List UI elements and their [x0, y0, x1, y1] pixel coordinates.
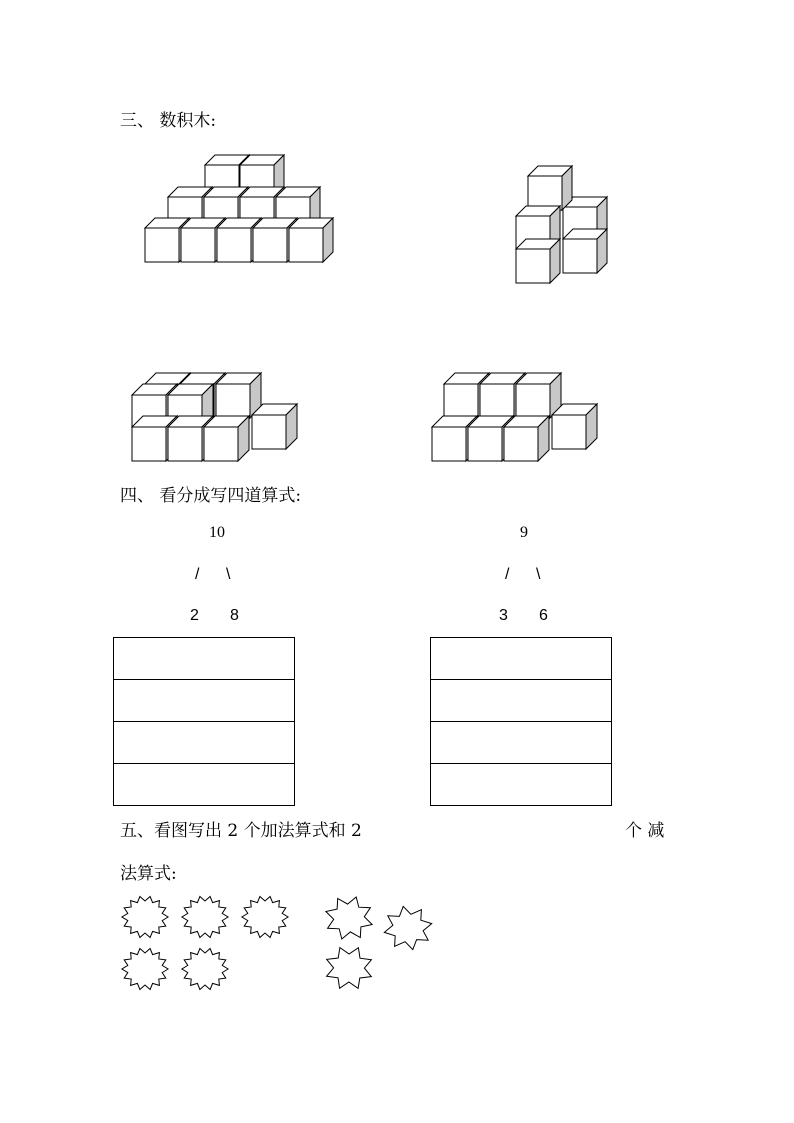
star-shape	[327, 948, 372, 989]
cube-figure-1	[145, 155, 333, 262]
section-5-title-line2: 法算式:	[120, 864, 177, 884]
star-group-right	[326, 897, 432, 988]
answer-line[interactable]	[114, 680, 294, 722]
split-right-part-b: 6	[539, 607, 548, 624]
star-shape	[182, 897, 228, 938]
split-right-slash: /	[505, 566, 510, 583]
split-right-part-a: 3	[499, 607, 508, 624]
answer-line[interactable]	[114, 722, 294, 764]
answer-box-right[interactable]	[430, 637, 612, 806]
answer-line[interactable]	[114, 764, 294, 806]
cube	[252, 404, 297, 449]
cube	[204, 416, 249, 461]
split-left-part-a: 2	[190, 607, 199, 624]
section-5-title-left: 五、看图写出 2 个加法算式和 2	[120, 821, 362, 841]
answer-line[interactable]	[114, 638, 294, 680]
cube	[504, 416, 549, 461]
section-4-title: 四、 看分成写四道算式:	[120, 486, 302, 506]
answer-box-left[interactable]	[113, 637, 295, 806]
star-shape	[122, 897, 168, 938]
star-shape	[326, 897, 372, 939]
cube-figure-3	[132, 373, 297, 461]
cube	[563, 229, 607, 273]
split-left-backslash: \	[226, 566, 231, 583]
star-shape	[122, 949, 168, 990]
cube-figure-2	[516, 166, 607, 283]
split-left-whole: 10	[209, 524, 225, 541]
star-group-left	[122, 897, 288, 990]
star-shape	[182, 949, 228, 990]
split-left-part-b: 8	[230, 607, 239, 624]
section-3-title: 三、 数积木:	[120, 111, 217, 131]
cube	[516, 239, 560, 283]
star-shape	[384, 906, 431, 949]
cube	[516, 373, 561, 418]
cube	[216, 373, 261, 418]
cube	[552, 404, 597, 449]
answer-line[interactable]	[431, 638, 611, 680]
answer-line[interactable]	[431, 680, 611, 722]
cube	[528, 166, 572, 210]
split-right-backslash: \	[536, 566, 541, 583]
answer-line[interactable]	[431, 722, 611, 764]
split-right-whole: 9	[520, 524, 528, 541]
cube	[289, 218, 333, 262]
split-left-slash: /	[195, 566, 200, 583]
cube-figure-4	[432, 373, 597, 461]
star-shape	[242, 897, 288, 938]
section-5-title-right: 个 减	[625, 821, 665, 841]
answer-line[interactable]	[431, 764, 611, 806]
